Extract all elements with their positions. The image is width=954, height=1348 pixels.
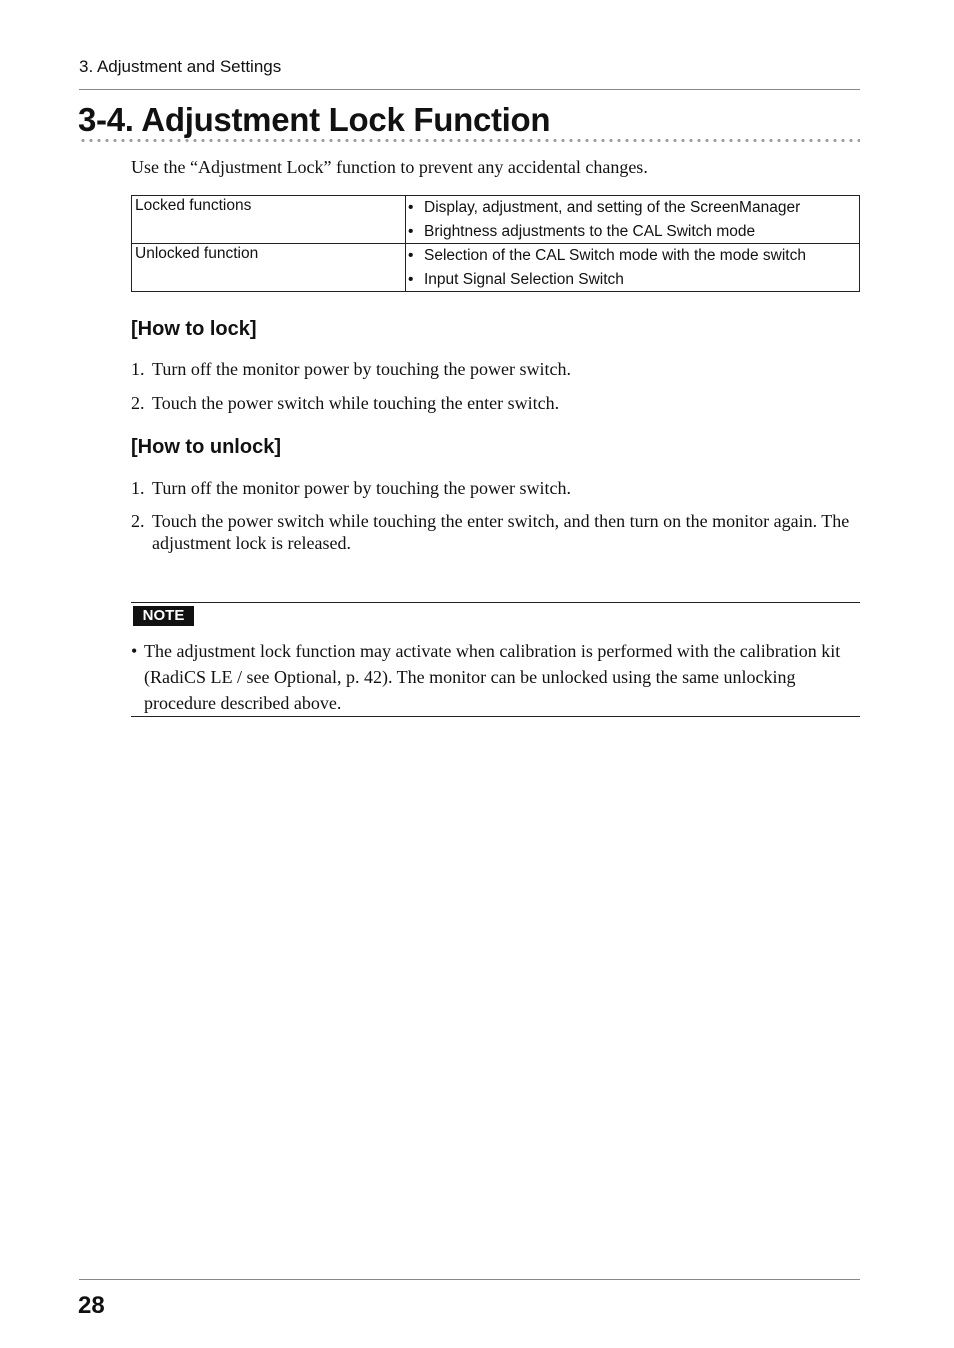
bullet: • bbox=[408, 247, 414, 264]
lock-functions-table bbox=[131, 195, 860, 292]
header-rule bbox=[79, 89, 860, 90]
step-number: 2. bbox=[131, 511, 145, 531]
how-to-unlock-heading: [How to unlock] bbox=[131, 436, 281, 458]
item-text: Input Signal Selection Switch bbox=[424, 271, 624, 288]
item-text: Selection of the CAL Switch mode with the mode switch bbox=[424, 247, 806, 264]
row-label: Locked functions bbox=[132, 196, 406, 244]
step-text: Touch the power switch while touching the enter switch. bbox=[152, 393, 560, 413]
item-text: Display, adjustment, and setting of the ScreenManager bbox=[424, 199, 801, 216]
bullet: • bbox=[408, 199, 414, 216]
table-row bbox=[132, 196, 860, 244]
note-text: The adjustment lock function may activate when calibration is performed with the calibration kit (RadiCS LE / see Optional, p. 42). The monitor can be unlocked using the same unlocking procedure described above. bbox=[144, 641, 841, 713]
list-item bbox=[406, 269, 859, 291]
row-items bbox=[406, 196, 860, 244]
item-text: Brightness adjustments to the CAL Switch mode bbox=[424, 223, 756, 240]
list-item bbox=[406, 245, 859, 269]
note-body bbox=[131, 638, 860, 716]
row-label: Unlocked function bbox=[132, 244, 406, 292]
step-number: 2. bbox=[131, 393, 145, 413]
bullet: • bbox=[408, 271, 414, 288]
step-text: Turn off the monitor power by touching the power switch. bbox=[152, 359, 571, 379]
row-items bbox=[406, 244, 860, 292]
lock-step-2 bbox=[131, 392, 860, 414]
unlock-step-1 bbox=[131, 477, 860, 499]
note-bullet: • bbox=[131, 641, 138, 661]
step-number: 1. bbox=[131, 359, 145, 379]
step-number: 1. bbox=[131, 478, 145, 498]
how-to-lock-heading: [How to lock] bbox=[131, 318, 257, 340]
table-row bbox=[132, 244, 860, 292]
note-top-rule bbox=[131, 602, 860, 603]
note-bottom-rule bbox=[131, 716, 860, 717]
footer-rule bbox=[79, 1279, 860, 1280]
dotted-underline bbox=[79, 138, 860, 143]
step-text: Turn off the monitor power by touching the power switch. bbox=[152, 478, 571, 498]
step-text: Touch the power switch while touching the enter switch, and then turn on the monitor again. The adjustment lock is released. bbox=[152, 511, 850, 553]
running-head: 3. Adjustment and Settings bbox=[79, 57, 282, 76]
list-item bbox=[406, 221, 859, 243]
intro-text: Use the “Adjustment Lock” function to prevent any accidental changes. bbox=[131, 157, 648, 177]
bullet: • bbox=[408, 223, 414, 240]
unlock-step-2 bbox=[131, 510, 860, 554]
section-title: 3-4. Adjustment Lock Function bbox=[78, 101, 551, 138]
note-badge: NOTE bbox=[133, 606, 194, 626]
page-number: 28 bbox=[78, 1292, 105, 1319]
lock-step-1 bbox=[131, 358, 860, 380]
list-item bbox=[406, 197, 859, 221]
